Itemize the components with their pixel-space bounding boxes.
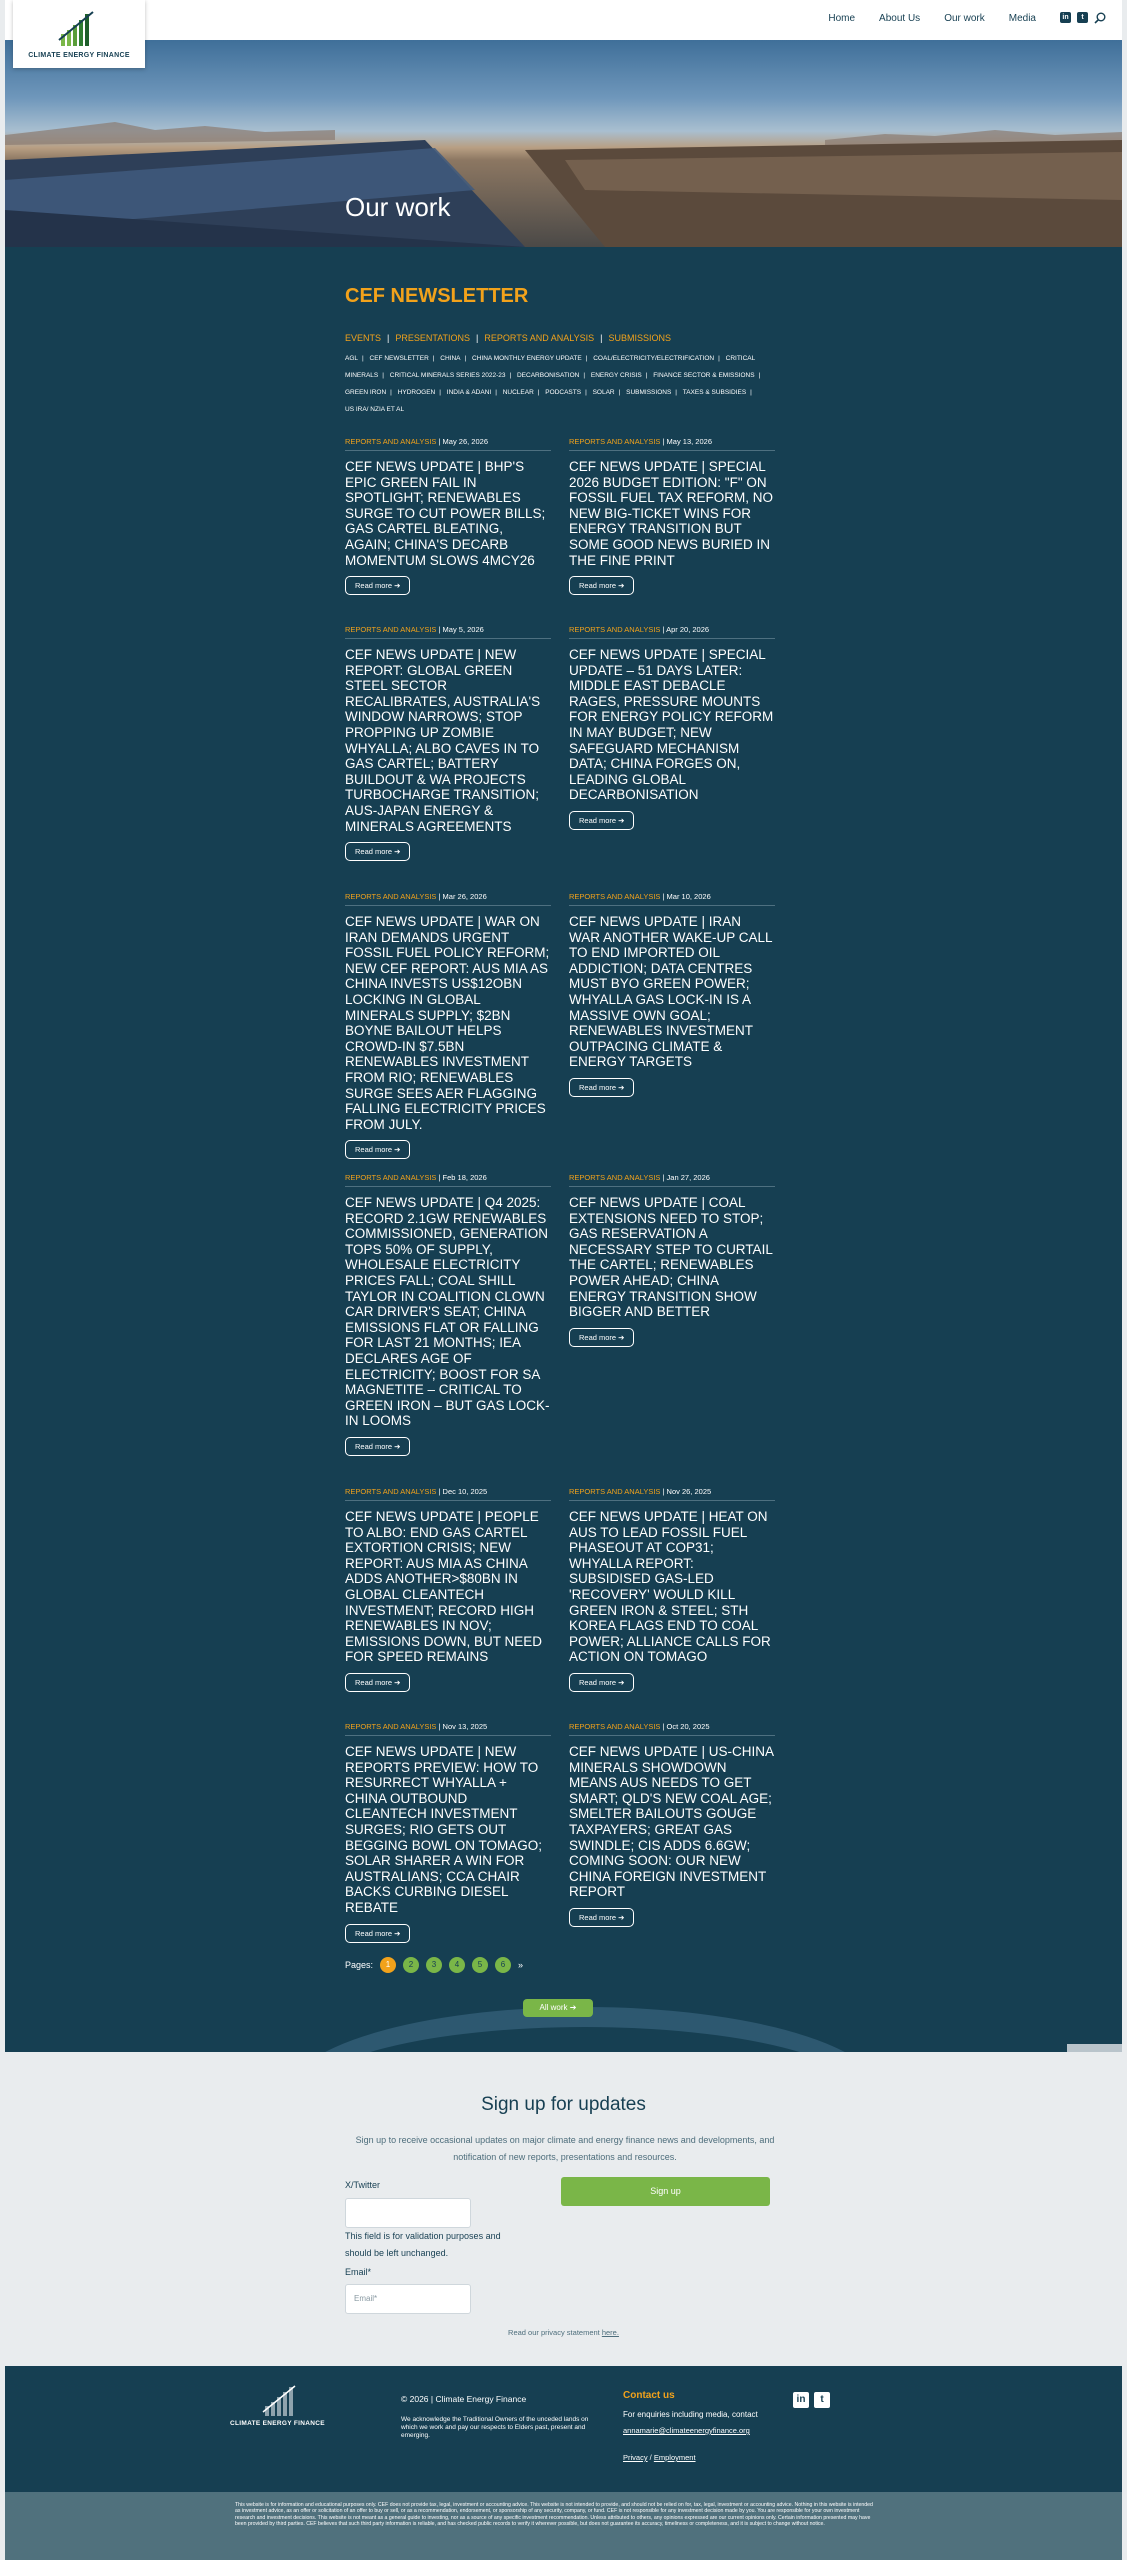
tag-link[interactable]: PODCASTS: [545, 389, 582, 396]
tag-link[interactable]: INDIA & ADANI: [446, 389, 492, 396]
read-more-button[interactable]: Read more ➔: [345, 1140, 410, 1159]
post-category[interactable]: REPORTS AND ANALYSIS: [345, 437, 437, 446]
post-title[interactable]: CEF NEWS UPDATE | SPECIAL UPDATE – 51 DAYS LATER: MIDDLE EAST DEBACLE RAGES, PRESSURE MOUNTS FOR ENERGY POLICY REFORM IN MAY BUDGET; NEW SAFEGUARD MECHANISM DATA; CHINA FORGES ON, LEADING GLOBAL DECARBONISATION: [569, 647, 774, 803]
solar-farm-image: [5, 40, 1122, 247]
signup-title: Sign up for updates: [481, 2094, 646, 2115]
read-more-button[interactable]: Read more ➔: [345, 1673, 410, 1692]
footer-logo-icon[interactable]: [261, 2384, 301, 2418]
post-title[interactable]: CEF NEWS UPDATE | WAR ON IRAN DEMANDS URGENT FOSSIL FUEL POLICY REFORM; NEW CEF REPORT: AUS MIA AS CHINA INVESTS US$12OBN LOCKING IN GLOBAL MINERALS SUPPLY; $2BN BOYNE BAILOUT HELPS CROWD-IN $7.5BN RENEWABLES INVESTMENT FROM RIO; RENEWABLES SURGE SEES AER FLAGGING FALLING ELECTRICITY PRICES FROM JULY.: [345, 914, 550, 1132]
post-category[interactable]: REPORTS AND ANALYSIS: [569, 625, 661, 634]
disclaimer-bar: [5, 2492, 1122, 2560]
nav-our-work[interactable]: Our work: [944, 12, 985, 24]
page-link[interactable]: 6: [495, 1957, 511, 1973]
post-date: May 5, 2026: [442, 625, 484, 634]
post-meta: REPORTS AND ANALYSIS | Mar 26, 2026: [345, 892, 551, 906]
footer: [5, 2366, 1122, 2492]
post-meta: REPORTS AND ANALYSIS | May 13, 2026: [569, 437, 775, 451]
post-card: [345, 437, 551, 595]
contact-email-link[interactable]: annamarie@climateenergyfinance.org: [623, 2426, 750, 2435]
social-icons: [1060, 12, 1106, 24]
employment-link[interactable]: Employment: [653, 2453, 696, 2462]
signup-button[interactable]: Sign up: [561, 2177, 770, 2206]
read-more-button[interactable]: Read more ➔: [345, 576, 410, 595]
nav-media[interactable]: Media: [1008, 12, 1036, 24]
tag-link[interactable]: DECARBONISATION: [516, 372, 580, 379]
read-more-button[interactable]: Read more ➔: [569, 1908, 634, 1927]
post-card: [345, 625, 551, 861]
email-label: Email*: [345, 2267, 372, 2277]
read-more-button[interactable]: Read more ➔: [569, 1328, 634, 1347]
tag-link[interactable]: SUBMISSIONS: [626, 389, 672, 396]
section-title: CEF NEWSLETTER: [345, 285, 529, 307]
post-date: Nov 13, 2025: [442, 1722, 488, 1731]
tag-list: AGL | CEF NEWSLETTER | CHINA | CHINA MONTHLY ENERGY UPDATE | COAL/ELECTRICITY/ELECTRIFICATION | CRITICAL MINERALS | CRITICAL MINERALS SERIES 2022-23 | DECARBONISATION | ENERGY CRISIS | FINANCE SECTOR & EMISSIONS | GREEN IRON | HYDROGEN | INDIA & ADANI | NUCLEAR | PODCASTS | SOLAR | SUBMISSIONS | TAXES & SUBSIDIES | US IRA/ NZIA ET AL: [345, 355, 761, 413]
post-title[interactable]: CEF NEWS UPDATE | SPECIAL 2026 BUDGET EDITION: "F" ON FOSSIL FUEL TAX REFORM, NO NEW BIG-TICKET WINS FOR ENERGY TRANSITION BUT SOME GOOD NEWS BURIED IN THE FINE PRINT: [569, 459, 774, 568]
post-title[interactable]: CEF NEWS UPDATE | COAL EXTENSIONS NEED TO STOP; GAS RESERVATION A NECESSARY STEP TO CURTAIL THE CARTEL; RENEWABLES POWER AHEAD; CHINA ENERGY TRANSITION SHOW BIGGER AND BETTER: [569, 1195, 773, 1320]
read-more-button[interactable]: Read more ➔: [345, 842, 410, 861]
read-more-button[interactable]: Read more ➔: [345, 1924, 410, 1943]
post-category[interactable]: REPORTS AND ANALYSIS: [569, 437, 661, 446]
post-meta: REPORTS AND ANALYSIS | Jan 27, 2026: [569, 1173, 775, 1187]
tag-link[interactable]: CHINA: [440, 355, 461, 362]
post-meta: REPORTS AND ANALYSIS | May 5, 2026: [345, 625, 551, 639]
tag-link[interactable]: NUCLEAR: [502, 389, 534, 396]
acknowledgement: We acknowledge the Traditional Owners of the unceded lands on which we work and pay our respects to Elders past, present and emerging.: [401, 2416, 589, 2439]
post-card: [569, 1722, 775, 1927]
tag-link[interactable]: HYDROGEN: [397, 389, 436, 396]
post-meta: REPORTS AND ANALYSIS | May 26, 2026: [345, 437, 551, 451]
post-meta: REPORTS AND ANALYSIS | Oct 20, 2025: [569, 1722, 775, 1736]
read-more-button[interactable]: Read more ➔: [569, 811, 634, 830]
post-card: [569, 1173, 775, 1347]
page-link[interactable]: 4: [449, 1957, 465, 1973]
post-date: Feb 18, 2026: [442, 1173, 487, 1182]
post-date: May 26, 2026: [442, 437, 488, 446]
next-page-link[interactable]: »: [518, 1960, 524, 1970]
post-date: Apr 20, 2026: [666, 625, 710, 634]
post-title[interactable]: CEF NEWS UPDATE | HEAT ON AUS TO LEAD FOSSIL FUEL PHASEOUT AT COP31; WHYALLA REPORT: SUBSIDISED GAS-LED 'RECOVERY' WOULD KILL GREEN IRON & STEEL; STH KOREA FLAGS END TO COAL POWER; ALLIANCE CALLS FOR ACTION ON TOMAGO: [569, 1509, 771, 1665]
tag-link[interactable]: GREEN IRON: [345, 389, 387, 396]
signup-description: Sign up to receive occasional updates on major climate and energy finance news and developments, and notification of new reports, presentations and resources.: [355, 2135, 775, 2162]
page-link[interactable]: 3: [426, 1957, 442, 1973]
post-title[interactable]: CEF NEWS UPDATE | US-CHINA MINERALS SHOWDOWN MEANS AUS NEEDS TO GET SMART; QLD'S NEW COAL AGE; SMELTER BAILOUTS GOUGE TAXPAYERS; GREAT GAS SWINDLE; CIS ADDS 6.6GW; COMING SOON: OUR NEW CHINA FOREIGN INVESTMENT REPORT: [569, 1744, 774, 1900]
decorative-block: [1067, 2044, 1122, 2052]
tag-link[interactable]: FINANCE SECTOR & EMISSIONS: [653, 372, 755, 379]
post-title[interactable]: CEF NEWS UPDATE | BHP'S EPIC GREEN FAIL IN SPOTLIGHT; RENEWABLES SURGE TO CUT POWER BILLS; GAS CARTEL BLEATING, AGAIN; CHINA'S DECARB MOMENTUM SLOWS 4MCY26: [345, 459, 546, 568]
post-title[interactable]: CEF NEWS UPDATE | PEOPLE TO ALBO: END GAS CARTEL EXTORTION CRISIS; NEW REPORT: AUS MIA AS CHINA ADDS ANOTHER>$80BN IN GLOBAL CLEANTECH INVESTMENT; RECORD HIGH RENEWABLES IN NOV; EMISSIONS DOWN, BUT NEED FOR SPEED REMAINS: [345, 1509, 543, 1665]
post-card: [345, 1487, 551, 1692]
tag-link[interactable]: US IRA/ NZIA ET AL: [345, 406, 405, 413]
privacy-link[interactable]: here.: [601, 2328, 619, 2337]
hero-banner: [5, 40, 1122, 247]
post-title[interactable]: CEF NEWS UPDATE | NEW REPORT: GLOBAL GREEN STEEL SECTOR RECALIBRATES, AUSTRALIA'S WINDOW NARROWS; STOP PROPPING UP ZOMBIE WHYALLA; ALBO CAVES IN TO GAS CARTEL; BATTERY BUILDOUT & WA PROJECTS TURBOCHARGE TRANSITION; AUS-JAPAN ENERGY & MINERALS AGREEMENTS: [345, 647, 541, 834]
tag-link[interactable]: CRITICAL MINERALS: [345, 355, 755, 379]
post-category[interactable]: REPORTS AND ANALYSIS: [345, 1173, 437, 1182]
read-more-button[interactable]: Read more ➔: [569, 1673, 634, 1692]
post-date: Dec 10, 2025: [442, 1487, 488, 1496]
twitter-icon[interactable]: t: [814, 2392, 830, 2408]
page-link-current[interactable]: 1: [380, 1957, 396, 1973]
read-more-button[interactable]: Read more ➔: [569, 1078, 634, 1097]
post-title[interactable]: CEF NEWS UPDATE | NEW REPORTS PREVIEW: HOW TO RESURRECT WHYALLA + CHINA OUTBOUND CLEANTECH INVESTMENT SURGES; RIO GETS OUT BEGGING BOWL ON TOMAGO; SOLAR SHARER A WIN FOR AUSTRALIANS; CCA CHAIR BACKS CURBING DIESEL REBATE: [345, 1744, 543, 1915]
logo-bars-icon: [57, 8, 101, 48]
nav-home[interactable]: Home: [828, 12, 856, 24]
validation-note: This field is for validation purposes and should be left unchanged.: [345, 2231, 501, 2258]
page-title: Our work: [345, 192, 451, 222]
signup-section: [5, 2052, 1122, 2366]
search-icon[interactable]: [1094, 12, 1106, 24]
all-work-button[interactable]: All work ➔: [523, 1999, 593, 2017]
copyright: © 2026 | Climate Energy Finance: [401, 2394, 527, 2404]
nav-about-us[interactable]: About Us: [879, 12, 921, 24]
post-meta: REPORTS AND ANALYSIS | Apr 20, 2026: [569, 625, 775, 639]
contact-heading: Contact us: [623, 2390, 675, 2401]
twitter-field[interactable]: [345, 2198, 471, 2228]
post-card: [569, 625, 775, 830]
tag-link[interactable]: COAL/ELECTRICITY/ELECTRIFICATION: [593, 355, 715, 362]
privacy-footer-link[interactable]: Privacy: [623, 2453, 648, 2462]
post-meta: REPORTS AND ANALYSIS | Mar 10, 2026: [569, 892, 775, 906]
pagination-label: Pages:: [345, 1960, 374, 1970]
post-meta: REPORTS AND ANALYSIS | Feb 18, 2026: [345, 1173, 551, 1187]
tag-link[interactable]: TAXES & SUBSIDIES: [682, 389, 747, 396]
post-title[interactable]: CEF NEWS UPDATE | IRAN WAR ANOTHER WAKE-UP CALL TO END IMPORTED OIL ADDICTION; DATA CENTRES MUST BYO GREEN POWER; WHYALLA GAS LOCK-IN IS A MASSIVE OWN GOAL; RENEWABLES INVESTMENT OUTPACING CLIMATE & ENERGY TARGETS: [569, 914, 773, 1070]
category-link[interactable]: PRESENTATIONS: [395, 333, 471, 343]
footer-logo-text: CLIMATE ENERGY FINANCE: [230, 2420, 325, 2427]
linkedin-icon[interactable]: in: [1060, 12, 1071, 23]
contact-line: For enquiries including media, contact: [623, 2410, 758, 2419]
post-category[interactable]: REPORTS AND ANALYSIS: [345, 892, 437, 901]
post-card: [345, 892, 551, 1159]
post-card: [345, 1173, 551, 1456]
header: [5, 0, 1122, 59]
post-category[interactable]: REPORTS AND ANALYSIS: [569, 1722, 661, 1731]
twitter-icon[interactable]: t: [1077, 12, 1088, 23]
page-link[interactable]: 2: [403, 1957, 419, 1973]
read-more-button[interactable]: Read more ➔: [345, 1437, 410, 1456]
post-date: Mar 26, 2026: [442, 892, 487, 901]
privacy-text: Read our privacy statement: [508, 2328, 600, 2337]
post-card: [345, 1722, 551, 1943]
category-link[interactable]: REPORTS AND ANALYSIS: [484, 333, 595, 343]
page-link[interactable]: 5: [472, 1957, 488, 1973]
category-filter: EVENTS | PRESENTATIONS | REPORTS AND ANALYSIS | SUBMISSIONS: [345, 333, 671, 343]
footer-social-icons: [793, 2392, 830, 2408]
category-link[interactable]: EVENTS: [345, 333, 382, 343]
post-card: [569, 437, 775, 595]
post-date: Mar 10, 2026: [666, 892, 711, 901]
read-more-button[interactable]: Read more ➔: [569, 576, 634, 595]
post-category[interactable]: REPORTS AND ANALYSIS: [569, 892, 661, 901]
email-field[interactable]: [345, 2284, 471, 2314]
post-date: May 13, 2026: [666, 437, 712, 446]
tag-link[interactable]: ENERGY CRISIS: [590, 372, 642, 379]
post-meta: REPORTS AND ANALYSIS | Nov 13, 2025: [345, 1722, 551, 1736]
main-nav: [828, 12, 1106, 24]
page: [5, 0, 1122, 2560]
footer-links: Privacy / Employment: [623, 2453, 696, 2462]
twitter-label: X/Twitter: [345, 2180, 381, 2190]
post-category[interactable]: REPORTS AND ANALYSIS: [569, 1173, 661, 1182]
disclaimer-text: This website is for information and educational purposes only. CEF does not provide tax, legal, investment or accounting advice. This website is not intended to provide, and should not be relied on for, tax, legal, investment or accounting advice. Nothing in this website is intended as investment advice, as an offer or solicitation of an offer to buy or sell, or as a recommendation, endorsement, or sponsorship of any security, company, or fund. CEF is not responsible for any investment decision made by you. You are responsible for your own investment research and investment decisions. This website is not meant as a general guide to investing, nor as a source of any specific investment recommendation. Unless attributed to others, any opinions expressed are our current opinions only. Certain information presented may have been provided by third parties. CEF believes that such third party information is reliable, and has checked public records to verify it wherever possible, but does not guarantee its accuracy, timeliness or completeness, and it is subject to change without notice.: [235, 2502, 873, 2527]
post-category[interactable]: REPORTS AND ANALYSIS: [345, 1487, 437, 1496]
post-card: [569, 892, 775, 1097]
post-date: Oct 20, 2025: [666, 1722, 710, 1731]
category-link[interactable]: SUBMISSIONS: [608, 333, 671, 343]
tag-link[interactable]: CRITICAL MINERALS SERIES 2022-23: [389, 372, 506, 379]
post-date: Jan 27, 2026: [666, 1173, 710, 1182]
post-title[interactable]: CEF NEWS UPDATE | Q4 2025: RECORD 2.1GW RENEWABLES COMMISSIONED, GENERATION TOPS 50% OF SUPPLY, WHOLESALE ELECTRICITY PRICES FALL; COAL SHILL TAYLOR IN COALITION CLOWN CAR DRIVER'S SEAT; CHINA EMISSIONS FLAT OR FALLING FOR LAST 21 MONTHS; IEA DECLARES AGE OF ELECTRICITY; BOOST FOR SA MAGNETITE – CRITICAL TO GREEN IRON – BUT GAS LOCK-IN LOOMS: [345, 1195, 550, 1429]
logo-text: CLIMATE ENERGY FINANCE: [28, 52, 130, 59]
tag-link[interactable]: SOLAR: [592, 389, 615, 396]
site-logo[interactable]: [13, 0, 145, 68]
post-meta: REPORTS AND ANALYSIS | Nov 26, 2025: [569, 1487, 775, 1501]
email-placeholder: Email*: [354, 2294, 378, 2303]
tag-link[interactable]: AGL: [345, 355, 359, 362]
newsletter-section: [5, 247, 1122, 2052]
post-category[interactable]: REPORTS AND ANALYSIS: [569, 1487, 661, 1496]
post-meta: REPORTS AND ANALYSIS | Dec 10, 2025: [345, 1487, 551, 1501]
post-category[interactable]: REPORTS AND ANALYSIS: [345, 1722, 437, 1731]
privacy-statement: [5, 2328, 1122, 2337]
tag-link[interactable]: CHINA MONTHLY ENERGY UPDATE: [472, 355, 582, 362]
post-category[interactable]: REPORTS AND ANALYSIS: [345, 625, 437, 634]
post-date: Nov 26, 2025: [666, 1487, 712, 1496]
post-card: [569, 1487, 775, 1692]
tag-link[interactable]: CEF NEWSLETTER: [369, 355, 429, 362]
pagination: [345, 1957, 523, 1973]
linkedin-icon[interactable]: in: [793, 2392, 809, 2408]
